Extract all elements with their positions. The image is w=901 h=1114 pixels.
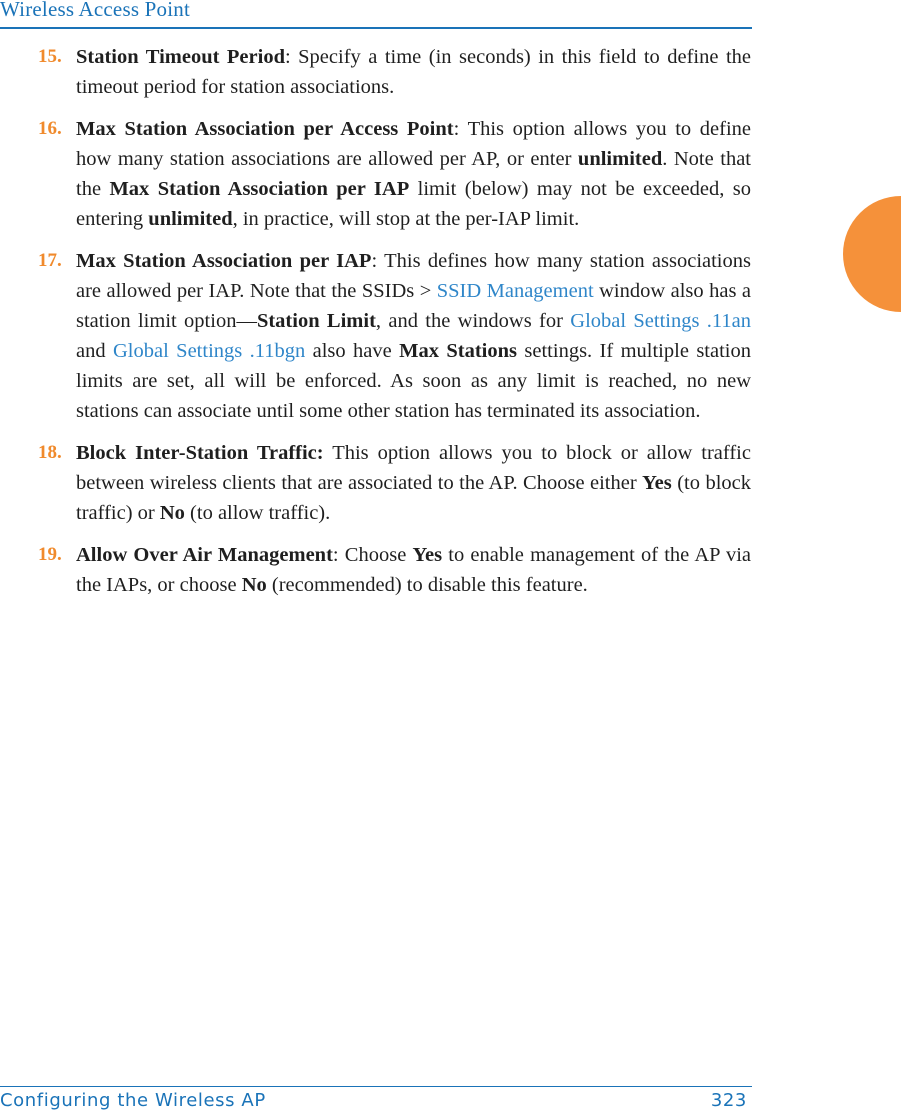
link-ssid-management[interactable]: SSID Management	[436, 280, 594, 302]
item-body: (recommended) to disable this feature.	[266, 574, 588, 596]
term-unlimited: unlimited	[577, 148, 663, 170]
item-body: . Note that the	[76, 148, 751, 200]
term-station-limit: Station Limit	[256, 310, 376, 332]
list-item-19	[38, 540, 751, 600]
link-global-settings-11an[interactable]: Global Settings .11an	[570, 310, 751, 332]
item-number: 19.	[38, 544, 62, 565]
numbered-list	[38, 42, 751, 612]
item-text	[76, 438, 751, 528]
list-item-18	[38, 438, 751, 528]
term-unlimited: unlimited	[148, 208, 233, 230]
item-body: : Specify a time (in seconds) in this field to define the timeout period for station associations.	[76, 46, 751, 98]
term-max-station-iap: Max Station Association per IAP	[109, 178, 410, 200]
term-no: No	[159, 502, 185, 524]
footer-section-title: Configuring the Wireless AP	[0, 1090, 266, 1111]
item-body: settings. If multiple station limits are set, all will be enforced. As soon as any limit is reached, no new stations can associate until some other station has terminated its association.	[76, 340, 751, 422]
item-number: 15.	[38, 46, 62, 67]
item-number: 16.	[38, 118, 62, 139]
item-body: (to allow traffic).	[184, 502, 331, 524]
header-divider	[0, 27, 752, 29]
item-label: Station Timeout Period	[76, 46, 285, 68]
item-body: , and the windows for	[375, 310, 571, 332]
term-yes: Yes	[642, 472, 672, 494]
list-item-17	[38, 246, 751, 426]
item-body: (to block traffic) or	[76, 472, 751, 524]
item-body: window also has a station limit option—	[76, 280, 751, 332]
term-no: No	[241, 574, 267, 596]
term-yes: Yes	[412, 544, 443, 566]
item-number: 18.	[38, 442, 62, 463]
footer-divider	[0, 1086, 752, 1087]
list-item-15	[38, 42, 751, 102]
item-body: limit (below) may not be exceeded, so entering	[76, 178, 751, 230]
item-text	[76, 42, 751, 102]
item-label: Allow Over Air Management	[76, 544, 333, 566]
page-number: 323	[710, 1090, 747, 1111]
item-body: : Choose	[332, 544, 413, 566]
item-label: Block Inter-Station Traffic:	[76, 442, 324, 464]
link-global-settings-11bgn[interactable]: Global Settings .11bgn	[113, 340, 306, 362]
item-body: : This defines how many station associations are allowed per IAP. Note that the SSIDs >	[76, 250, 751, 302]
list-item-16	[38, 114, 751, 234]
running-header: Wireless Access Point	[0, 0, 190, 21]
item-number: 17.	[38, 250, 62, 271]
item-label: Max Station Association per IAP	[76, 250, 372, 272]
item-body: This option allows you to block or allow traffic between wireless clients that are associated to the AP. Choose either	[76, 442, 751, 494]
term-max-stations: Max Stations	[399, 340, 518, 362]
item-text	[76, 114, 751, 234]
item-body: : This option allows you to define how many station associations are allowed per AP, or enter	[76, 118, 751, 170]
item-label: Max Station Association per Access Point	[76, 118, 454, 140]
item-body: , in practice, will stop at the per-IAP limit.	[232, 208, 580, 230]
item-body: and	[76, 340, 113, 362]
item-text	[76, 246, 751, 426]
item-body: to enable management of the AP via the IAPs, or choose	[76, 544, 752, 596]
chapter-tab-marker	[843, 196, 901, 312]
item-text	[76, 540, 751, 600]
item-body: also have	[305, 340, 400, 362]
